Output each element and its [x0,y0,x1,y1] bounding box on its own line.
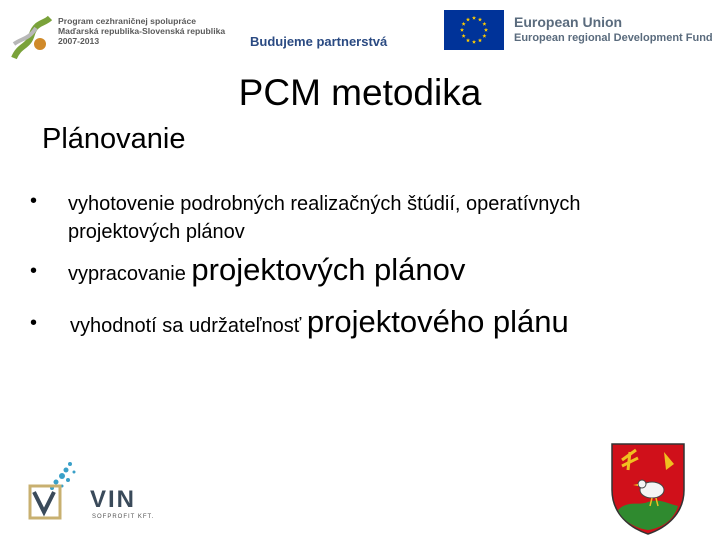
slide-title [0,72,720,114]
vin-word: VIN [90,486,137,513]
program-logo [10,14,226,64]
bullet-text [70,302,569,348]
bullet-dot: • [30,312,38,334]
program-line-1: Program cezhraničnej spolupráce [58,16,197,26]
bullet-text [68,190,581,246]
bullet-1-line-1: vyhotovenie podrobných realizačných štúdií, operatívnych [68,193,581,215]
program-mark-icon [10,14,54,62]
bullet-1-line-2: projektových plánov [68,221,245,243]
bullet-3-small: vyhodnotí sa udržateľnosť [70,315,307,337]
slide-subtitle: Plánovanie [42,123,186,155]
eu-flag-icon [444,10,504,50]
bullet-3-large: projektového plánu [306,304,569,339]
vin-mark-icon [26,458,90,528]
bullet-2-small: vypracovanie [68,263,192,285]
bullet-2-large: projektových plánov [191,252,466,287]
bullet-dot: • [30,260,38,282]
bullet-dot: • [30,190,38,212]
eu-text [514,14,713,45]
vin-logo [26,458,155,528]
coat-of-arms-icon [608,440,688,536]
program-line-3: 2007-2013 [58,36,100,46]
eu-subtitle: European regional Development Fund [514,32,713,44]
eu-title: European Union [514,14,623,30]
slogan: Budujeme partnerstvá [250,34,388,49]
bullet-text [68,252,465,294]
program-line-2: Maďarská republika-Slovenská republika [58,26,226,36]
vin-sub: SOFPROFIT KFT. [92,514,155,520]
slide-title-text: PCM metodika [238,72,482,113]
